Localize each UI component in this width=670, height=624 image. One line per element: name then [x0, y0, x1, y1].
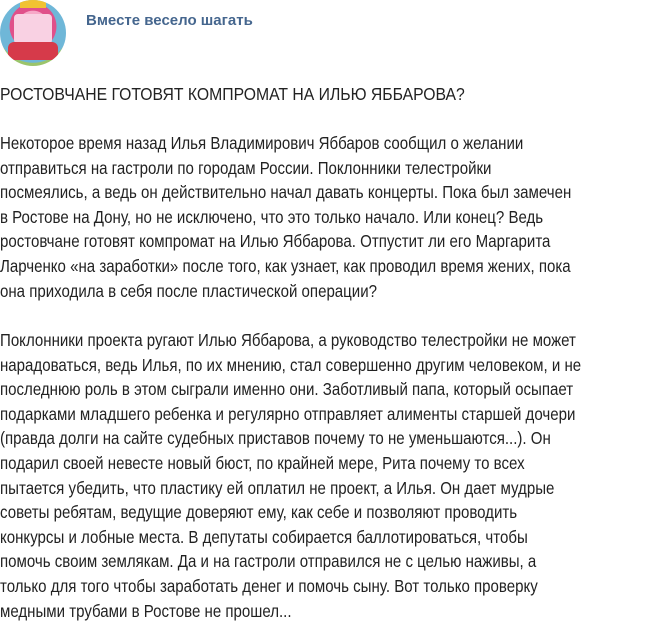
text-line: Поклонники проекта ругают Илью Яббарова, а руководство телестройки не может: [0, 330, 576, 350]
text-line: ростовчане готовят компромат на Илью Яббарова. Отпустит ли его Маргарита: [0, 231, 551, 252]
text-line: (правда долги на сайте судебных приставов почему то не уменьшаются...). Он: [0, 428, 551, 449]
avatar-crown-detail: [20, 0, 46, 8]
text-line: Ларченко «на заработки» после того, как узнает, как проводил время жених, пока: [0, 256, 571, 276]
text-line: пытается убедить, что пластику ей оплатил не проект, а Илья. Он дает мудрые: [0, 477, 555, 498]
text-line: медными трубами в Ростове не прошел...: [0, 600, 292, 621]
text-line: помочь своим землякам. Да и на гастроли отправился не с целью наживы, а: [0, 551, 537, 572]
text-line: в Ростове на Дону, но не исключено, что это только начало. Или конец? Ведь: [0, 206, 544, 227]
avatar-image-detail: [8, 42, 58, 60]
text-line: подарил своей невесте новый бюст, по крайней мере, Рита почему то всех: [0, 453, 525, 473]
text-line: посмеялись, а ведь он действительно начал давать концерты. Пока был замечен: [0, 182, 572, 203]
text-line: нарадоваться, ведь Илья, по их мнению, стал совершенно другим человеком, и не: [0, 354, 582, 375]
post-title: РОСТОВЧАНЕ ГОТОВЯТ КОМПРОМАТ НА ИЛЬЮ ЯББАРОВА?: [0, 84, 465, 104]
text-line: Некоторое время назад Илья Владимирович Яббаров сообщил о желании: [0, 133, 524, 153]
group-avatar[interactable]: [0, 0, 66, 66]
avatar-image-detail: [14, 14, 52, 44]
text-line: отправиться на гастроли по городам России. Поклонники телестройки: [0, 157, 492, 178]
text-line: подарками младшего ребенка и регулярно отправляет алименты старшей дочери: [0, 403, 576, 424]
text-line: она приходила в себя после пластической операции?: [0, 280, 377, 301]
text-line: конкурсы и лобные места. В депутаты собирается баллотироваться, чтобы: [0, 526, 528, 547]
text-line: советы ребятам, ведущие доверяют ему, как себе и позволяют проводить: [0, 502, 518, 523]
text-line: последнюю роль в этом сыграли именно они. Заботливый папа, который осыпает: [0, 379, 574, 400]
text-line: только для того чтобы заработать денег и помочь сыну. Вот только проверку: [0, 576, 538, 596]
group-name-link[interactable]: Вместе весело шагать: [86, 12, 253, 29]
